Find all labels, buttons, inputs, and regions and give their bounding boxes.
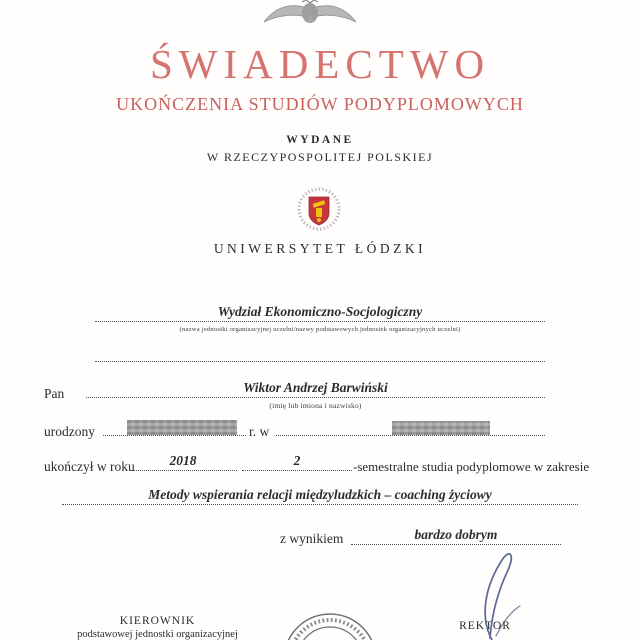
university-logo <box>297 186 341 232</box>
result-value: bardzo dobrym <box>414 527 498 542</box>
dotted-line-program <box>62 487 578 505</box>
dotted-line-faculty <box>95 304 545 322</box>
polish-eagle-emblem <box>262 0 358 24</box>
left-signatory-title: KIEROWNIK <box>119 615 196 627</box>
honorific-label: Pan <box>44 386 65 401</box>
born-label: urodzony <box>44 424 95 439</box>
right-signatory-title: REKTOR <box>459 620 511 632</box>
born-connector: r. w <box>249 424 270 439</box>
completion-label: ukończył w roku <box>44 459 135 474</box>
semesters-suffix: -semestralne studia podyplomowe w zakresie <box>353 459 590 474</box>
left-signatory-subtitle: podstawowej jednostki organizacyjnej <box>77 629 238 640</box>
program-name: Metody wspierania relacji międzyludzkich – coaching życiowy <box>148 487 492 502</box>
name-caption: (imię lub imiona i nazwisko) <box>269 401 362 410</box>
redacted-birth-place <box>392 421 490 435</box>
round-stamp-partial <box>284 606 376 640</box>
dotted-line-blank <box>95 344 545 362</box>
faculty-caption: (nazwa jednostki organizacyjnej uczelni/nazwy podstawowych jednostek organizacyjnych uczelni) <box>179 325 461 333</box>
university-name: UNIWERSYTET ŁÓDZKI <box>213 241 427 256</box>
dotted-line-year <box>129 455 237 471</box>
completion-year: 2018 <box>169 453 197 468</box>
faculty-value: Wydział Ekonomiczno-Socjologiczny <box>217 304 423 319</box>
semesters-count: 2 <box>293 453 301 468</box>
issued-line-2: W RZECZYPOSPOLITEJ POLSKIEJ <box>206 150 434 164</box>
redacted-birth-date <box>127 420 237 435</box>
dotted-line-semesters <box>242 455 352 471</box>
left-signatory-block <box>55 615 260 640</box>
result-label: z wynikiem <box>280 531 344 546</box>
signature-mark <box>462 548 534 640</box>
dotted-line-result <box>351 527 561 545</box>
recipient-name: Wiktor Andrzej Barwiński <box>243 380 388 395</box>
certificate-subtitle: UKOŃCZENIA STUDIÓW PODYPLOMOWYCH <box>116 94 524 114</box>
certificate-title: ŚWIADECTWO <box>149 41 491 87</box>
issued-line-1: WYDANE <box>286 134 354 146</box>
dotted-line-name <box>86 380 545 398</box>
